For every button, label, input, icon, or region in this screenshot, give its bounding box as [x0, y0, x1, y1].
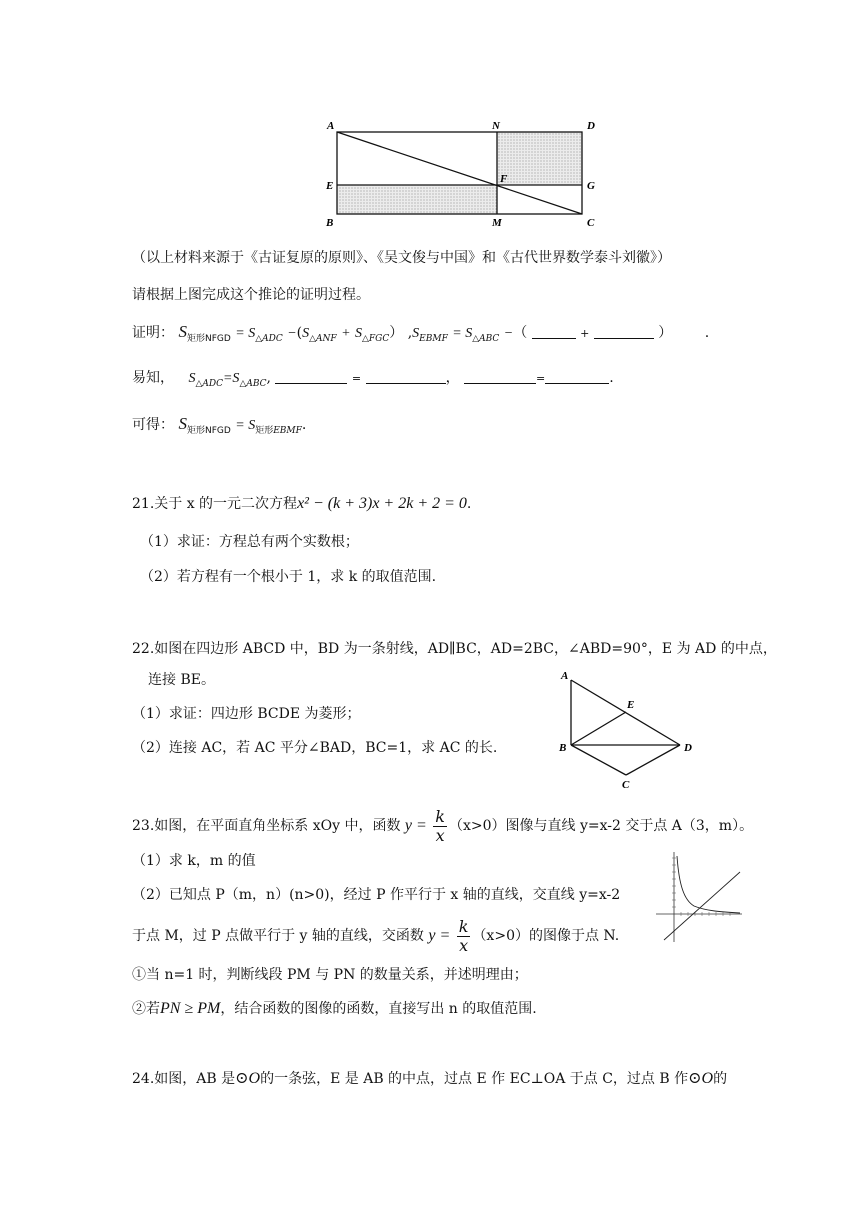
hyperbola-curve: [677, 856, 740, 913]
answer-blank-3[interactable]: [275, 369, 347, 384]
label-g: G: [587, 180, 595, 192]
answer-blank-6[interactable]: [545, 369, 609, 384]
coordinate-graph: [654, 850, 744, 944]
q23-part2-line1: （2）已知点 P（m，n）(n>0)，经过 P 作平行于 x 轴的直线，交直线 y=x-2: [132, 887, 621, 903]
q22-part1: （1）求证：四边形 BCDE 为菱形；: [132, 706, 361, 722]
label-a: A: [327, 120, 335, 132]
q21-equation: x² − (k + 3)x + 2k + 2 = 0: [297, 495, 467, 512]
shaded-rect-ebmf: [337, 185, 497, 214]
label-f: F: [500, 173, 508, 185]
rectangle-figure: [318, 112, 608, 232]
proof-line-2: 易知， $S_{\triangle ADC}=S_{\triangle ABC}$, = ， = .: [132, 370, 614, 389]
q23-line1: 23.如图，在平面直角坐标系 xOy 中，函数 y = $\frac{k}{x}$ （x>0）图像与直线 y=x-2 交于点 A（3，m）。: [132, 806, 754, 845]
q22-line2: 连接 BE。: [148, 672, 215, 688]
label-e: E: [326, 180, 334, 192]
proof-line-1: 证明： $S_{矩形NFGD} = S_{\triangle ADC} -(S_{\triangle ANF} + S_{\triangle FGC})$ $,S_{EBMF} = S_{\triangle ABC}$ −（ + ） .: [132, 322, 710, 344]
label-b: B: [559, 742, 567, 754]
proof-line-3: 可得： $S_{矩形NFGD} = S_{矩形EBMF}$.: [132, 414, 307, 436]
answer-blank-1[interactable]: [532, 324, 576, 339]
shaded-rect-nfgd: [497, 132, 582, 185]
quadrilateral-figure: [556, 666, 706, 791]
fraction-k-over-x: $\frac{k}{x}$: [458, 916, 469, 955]
edge-cd: [626, 745, 680, 775]
q21-stem: 21.关于 x 的一元二次方程x² − (k + 3)x + 2k + 2 = 0.: [132, 495, 472, 512]
label-a: A: [561, 670, 569, 682]
q21-part1: （1）求证：方程总有两个实数根；: [140, 534, 359, 550]
source-note: （以上材料来源于《古证复原的原则》、《吴文俊与中国》和《古代世界数学泰斗刘徽》）: [132, 250, 671, 266]
q23-sub2: ②若PN ≥ PM，结合函数的图像的函数，直接写出 n 的取值范围.: [132, 1000, 537, 1017]
q23-part1: （1）求 k，m 的值: [132, 853, 256, 869]
label-c: C: [622, 779, 630, 791]
proof-prefix: 证明：: [132, 325, 174, 341]
label-e: E: [627, 699, 635, 711]
q24-line1: 24.如图，AB 是⊙O的一条弦，E 是 AB 的中点，过点 E 作 EC⊥OA 于点 C，过点 B 作⊙O的: [132, 1070, 728, 1087]
q22-line1: 22.如图在四边形 ABCD 中，BD 为一条射线，AD∥BC，AD=2BC，∠ABD=90°，E 为 AD 的中点，: [132, 641, 777, 657]
line-y-x-minus-2: [664, 872, 740, 940]
label-c: C: [587, 217, 595, 229]
q22-part2: （2）连接 AC，若 AC 平分∠BAD，BC=1，求 AC 的长.: [132, 740, 498, 756]
q23-sub1: ①当 n=1 时，判断线段 PM 与 PN 的数量关系，并述明理由；: [132, 967, 528, 983]
instruction: 请根据上图完成这个推论的证明过程。: [132, 287, 370, 303]
edge-bc: [571, 745, 626, 775]
label-n: N: [492, 120, 500, 132]
label-d: D: [684, 742, 692, 754]
label-m: M: [492, 217, 502, 229]
answer-blank-2[interactable]: [594, 324, 654, 339]
edge-be: [571, 712, 626, 745]
q21-part2: （2）若方程有一个根小于 1，求 k 的取值范围.: [140, 569, 437, 585]
answer-blank-4[interactable]: [366, 369, 446, 384]
answer-blank-5[interactable]: [464, 369, 536, 384]
fraction-k-over-x: $\frac{k}{x}$: [435, 806, 445, 845]
label-d: D: [587, 120, 595, 132]
q23-part2-line2: 于点 M，过 P 点做平行于 y 轴的直线，交函数 y = $\frac{k}{x}$ （x>0）的图像于点 N.: [132, 916, 620, 955]
label-b: B: [326, 217, 334, 229]
